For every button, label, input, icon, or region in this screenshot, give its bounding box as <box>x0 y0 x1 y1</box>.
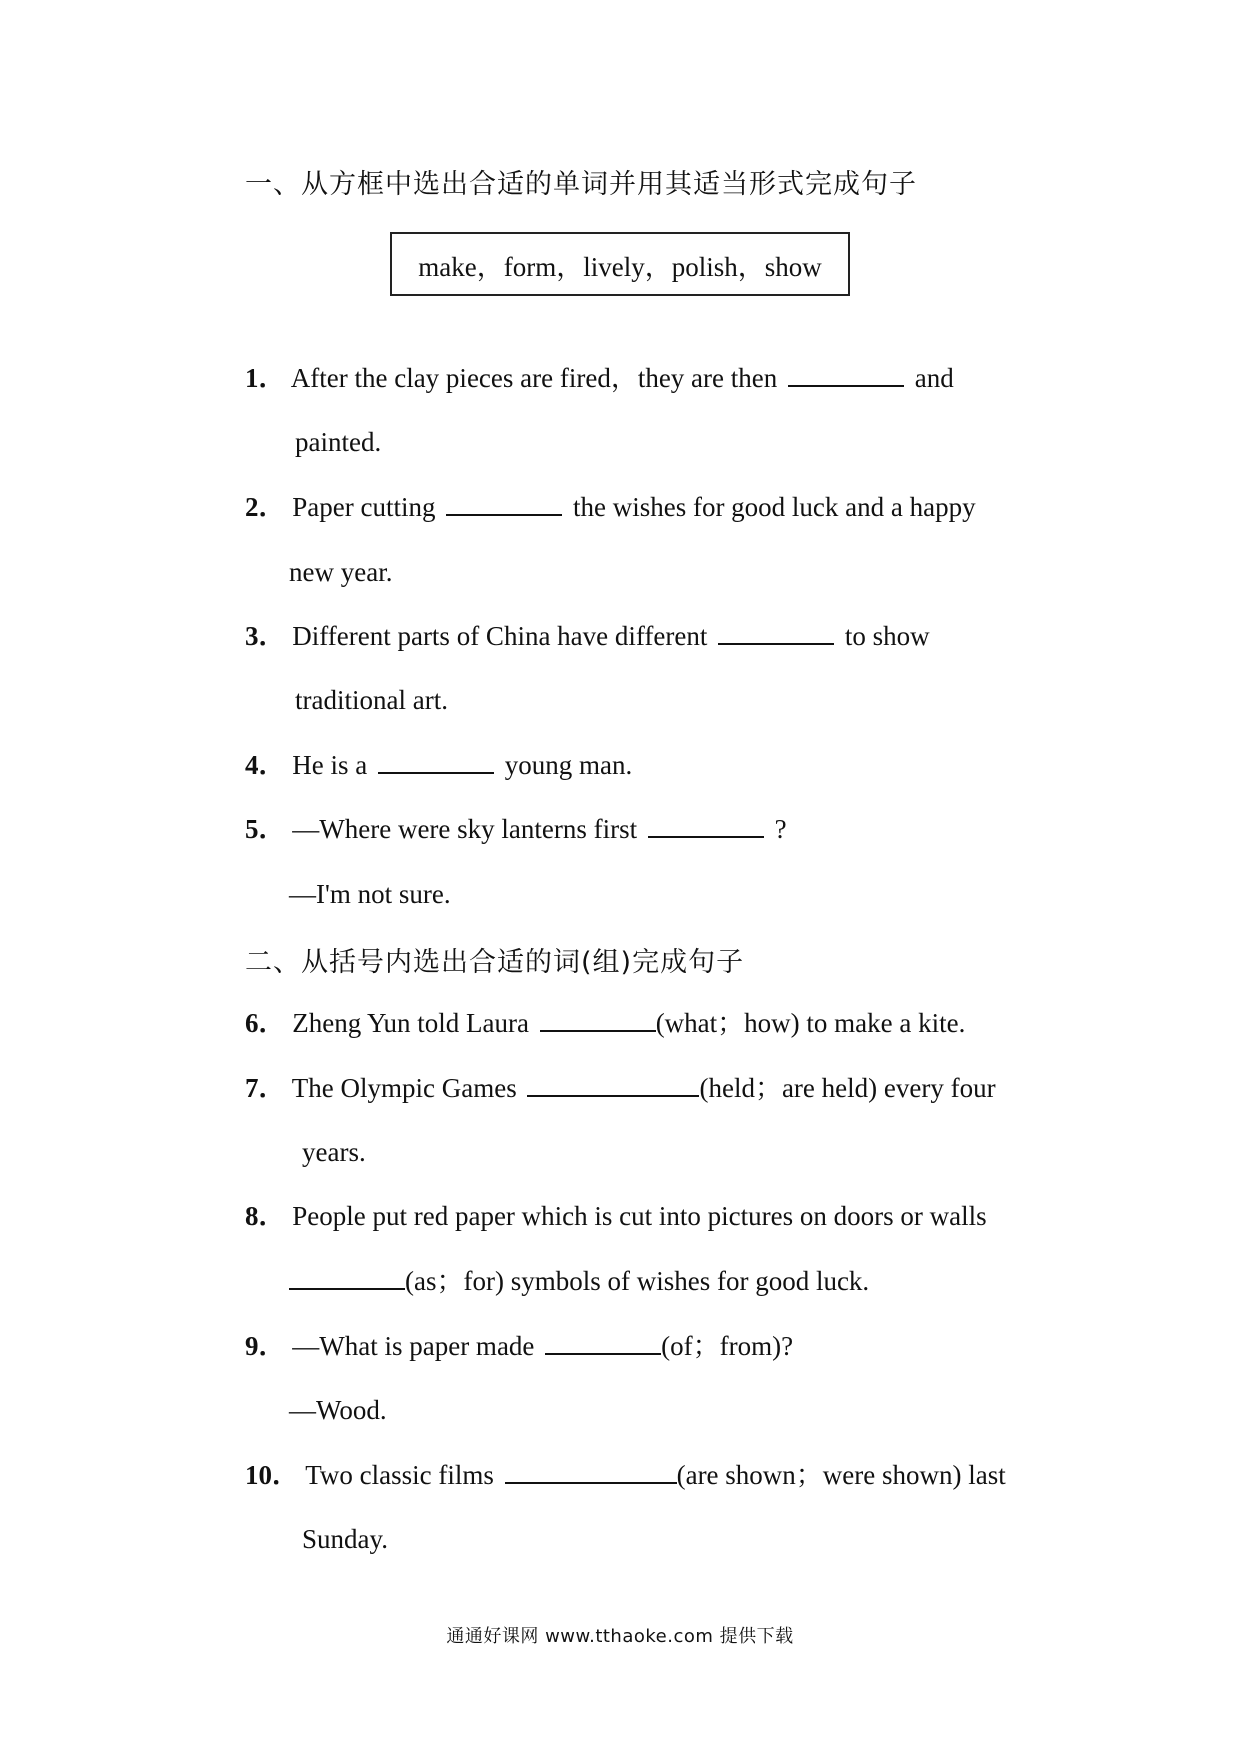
question-text: (are shown；were shown) last <box>676 1460 1006 1490</box>
question-text: young man. <box>504 750 633 780</box>
question-3 <box>245 620 930 652</box>
question-text: (as；for) symbols of wishes for good luck. <box>405 1266 870 1296</box>
question-text: The Olympic Games <box>291 1073 517 1103</box>
question-number: 10． <box>245 1460 299 1490</box>
question-5-reply: —I'm not sure. <box>289 879 451 909</box>
question-text: and <box>914 363 954 393</box>
question-text: the wishes for good luck and a happy <box>572 492 976 522</box>
question-text: Two classic films <box>305 1460 494 1490</box>
question-2-continued: new year. <box>289 557 393 587</box>
answer-blank[interactable] <box>540 1029 656 1032</box>
question-5 <box>245 813 787 845</box>
answer-blank[interactable] <box>718 642 834 645</box>
answer-blank[interactable] <box>378 771 494 774</box>
question-text: (of；from)? <box>661 1331 794 1361</box>
question-number: 2． <box>245 492 286 522</box>
question-text: to show <box>844 621 930 651</box>
question-number: 8． <box>245 1201 286 1231</box>
question-text: —What is paper made <box>292 1331 535 1361</box>
question-number: 7． <box>245 1073 286 1103</box>
question-number: 5． <box>245 814 286 844</box>
question-1-continued: painted. <box>295 427 382 457</box>
question-10-continued: Sunday. <box>302 1524 388 1554</box>
question-8 <box>245 1200 987 1232</box>
question-10 <box>245 1459 1006 1491</box>
question-1 <box>245 362 954 394</box>
footer-watermark: 通通好课网 www.tthaoke.com 提供下载 <box>446 1626 794 1647</box>
question-number: 9． <box>245 1331 286 1361</box>
section2-title: 二、从括号内选出合适的词(组)完成句子 <box>245 947 745 978</box>
question-9 <box>245 1330 793 1362</box>
section1-title: 一、从方框中选出合适的单词并用其适当形式完成句子 <box>245 169 917 200</box>
question-text: ? <box>774 814 787 844</box>
question-number: 6． <box>245 1008 286 1038</box>
question-text: After the clay pieces are fired，they are then <box>290 363 778 393</box>
question-7-continued: years. <box>302 1137 366 1167</box>
question-text: Different parts of China have different <box>292 621 708 651</box>
question-9-reply: —Wood. <box>289 1395 387 1425</box>
answer-blank[interactable] <box>527 1094 699 1097</box>
question-4 <box>245 749 632 781</box>
answer-blank[interactable] <box>446 513 562 516</box>
question-3-continued: traditional art. <box>295 685 448 715</box>
answer-blank[interactable] <box>545 1352 661 1355</box>
question-text: Zheng Yun told Laura <box>292 1008 529 1038</box>
question-text: (held；are held) every four <box>699 1073 996 1103</box>
question-6 <box>245 1007 965 1039</box>
answer-blank[interactable] <box>648 835 764 838</box>
question-text: He is a <box>292 750 368 780</box>
question-7 <box>245 1072 996 1104</box>
question-text: People put red paper which is cut into pictures on doors or walls <box>292 1201 987 1231</box>
question-text: Paper cutting <box>292 492 436 522</box>
question-number: 3． <box>245 621 286 651</box>
answer-blank[interactable] <box>289 1287 405 1290</box>
answer-blank[interactable] <box>505 1481 677 1484</box>
question-2 <box>245 491 976 523</box>
answer-blank[interactable] <box>788 384 904 387</box>
question-number: 4． <box>245 750 286 780</box>
word-box: make，form，lively，polish，show <box>390 232 850 296</box>
question-text: —Where were sky lanterns first <box>292 814 638 844</box>
question-text: (what；how) to make a kite. <box>655 1008 966 1038</box>
question-number: 1． <box>245 363 286 393</box>
question-8-continued <box>289 1265 869 1297</box>
